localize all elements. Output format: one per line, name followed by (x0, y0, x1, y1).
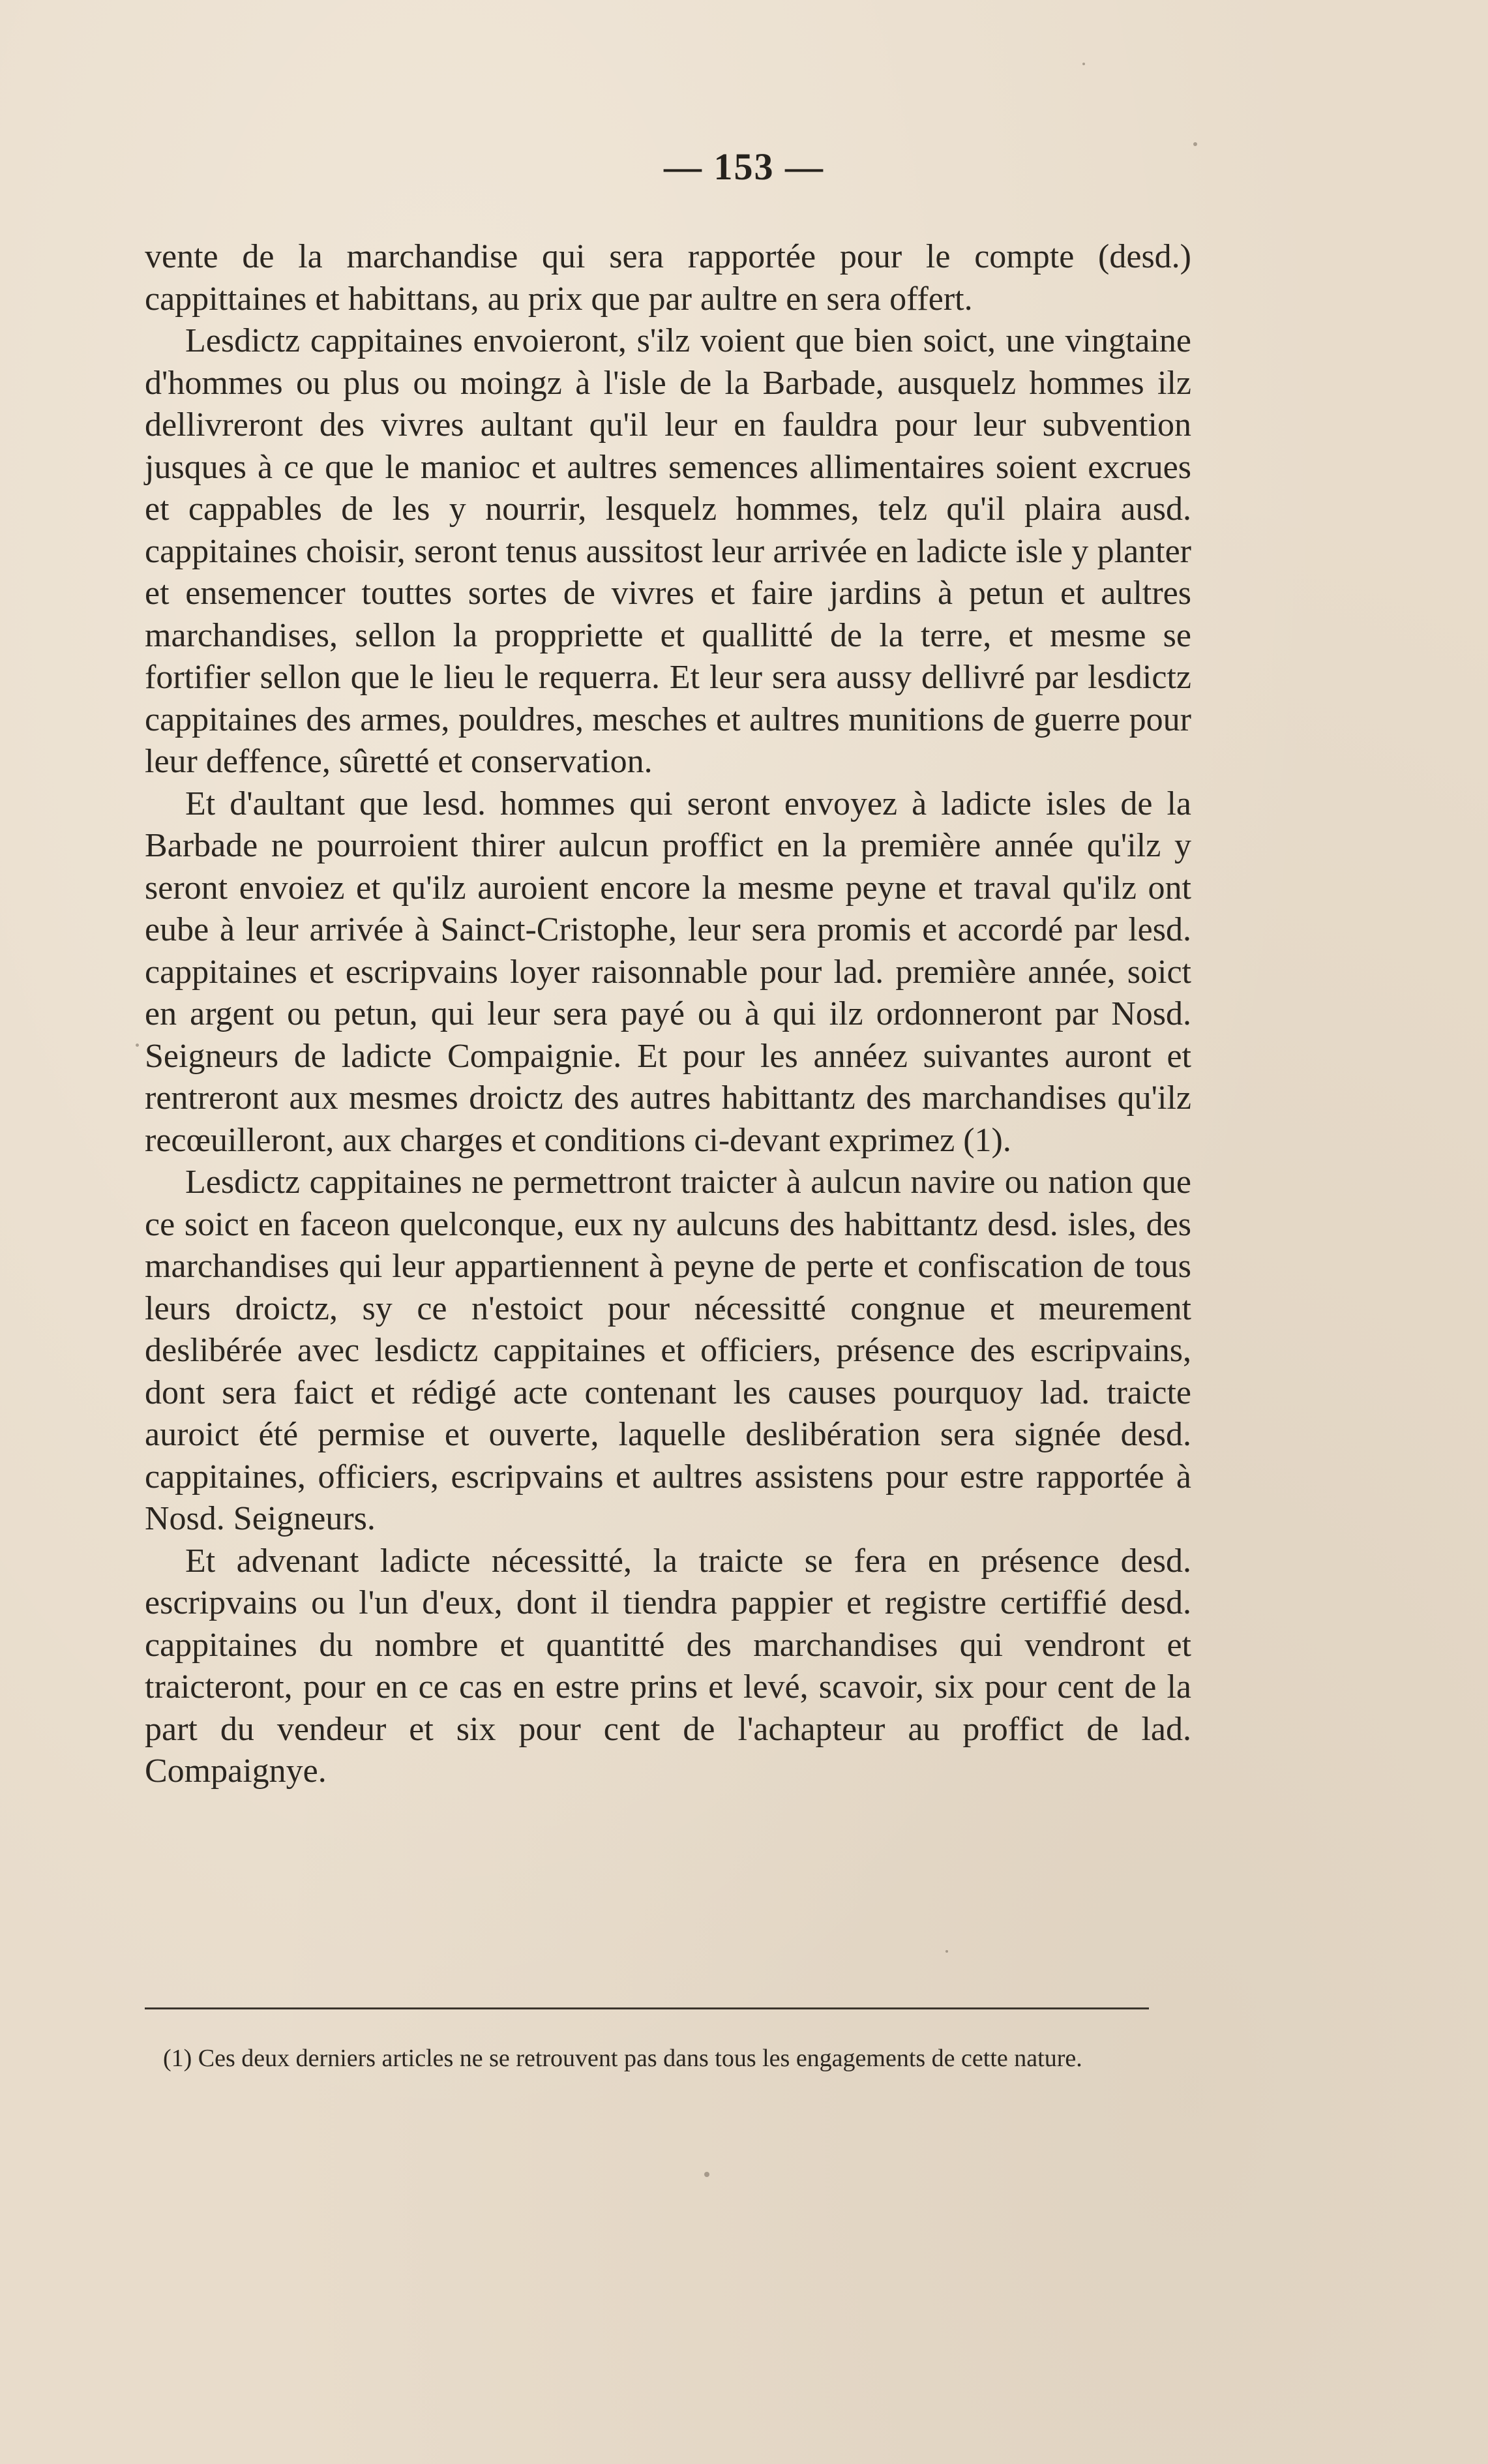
page-number: — 153 — (664, 145, 824, 188)
paper-speck (136, 1044, 139, 1047)
paper-speck (704, 2172, 709, 2177)
paragraph-1: vente de la marchandise qui sera rapportée pour le compte (desd.) cappittaines et habittans, au prix que par aultre en sera offert. (145, 238, 1191, 318)
paragraph-3: Et d'aultant que lesd. hommes qui seront envoyez à ladicte isles de la Barbade ne pourroient thirer aulcun proffict en la première année qu'ilz y seront envoiez et qu'ilz auroient encore la mesme peyne et traval qu'ilz ont eube à leur arrivée à Sainct-Cristophe, leur sera promis et accordé par lesd. cappitaines et escripvains loyer raisonnable pour lad. première année, soict en argent ou petun, qui leur sera payé ou à qui ilz ordonneront par Nosd. Seigneurs de ladicte Compaignie. Et pour les annéez suivantes auront et rentreront aux mesmes droictz des autres habittantz des marchandises qu'ilz recœuilleront, aux charges et conditions ci-devant exprimez (1). (145, 785, 1191, 1159)
footnote: (1) Ces deux derniers articles ne se retrouvent pas dans tous les engagements de cette nature. (163, 2045, 1082, 2072)
paragraph-5: Et advenant ladicte nécessitté, la traicte se fera en présence desd. escripvains ou l'un d'eux, dont il tiendra pappier et registre certiffié desd. cappitaines du nombre et quantitté des marchandises qui vendront et traicteront, pour en ce cas en estre prins et levé, scavoir, six pour cent de la part du vendeur et six pour cent de l'achapteur au proffict de lad. Compaignye. (145, 1542, 1191, 1790)
paragraph-4: Lesdictz cappitaines ne permettront traicter à aulcun navire ou nation que ce soict en faceon quelconque, eux ny aulcuns des habittantz desd. isles, des marchandises qui leur appartiennent à peyne de perte et confiscation de tous leurs droictz, sy ce n'estoict pour nécessitté congnue et meurement deslibérée avec lesdictz cappitaines et officiers, présence des escripvains, dont sera faict et rédigé acte contenant les causes pourquoy lad. traicte auroict été permise et ouverte, laquelle deslibération sera signée desd. cappitaines, officiers, escripvains et aultres assistens pour estre rapportée à Nosd. Seigneurs. (145, 1164, 1191, 1537)
paragraph-2: Lesdictz cappitaines envoieront, s'ilz voient que bien soict, une vingtaine d'hommes ou plus ou moingz à l'isle de la Barbade, ausquelz hommes ilz dellivreront des vivres aultant qu'il leur en fauldra pour leur subvention jusques à ce que le manioc et aultres semences allimentaires soient excrues et cappables de les y nourrir, lesquelz hommes, telz qu'il plaira ausd. cappitaines choisir, seront tenus aussitost leur arrivée en ladicte isle y planter et ensemencer touttes sortes de vivres et faire jardins à petun et aultres marchandises, sellon la proppriette et quallitté de la terre, et mesme se fortifier sellon que le lieu le requerra. Et leur sera aussy dellivré par lesdictz cappitaines des armes, pouldres, mesches et aultres munitions de guerre pour leur deffence, sûretté et conservation. (145, 322, 1191, 780)
paper-speck (1193, 142, 1197, 146)
footnote-separator (145, 2007, 1149, 2009)
body-text (145, 236, 1191, 1793)
paper-speck (1082, 63, 1085, 65)
paper-speck (945, 1950, 948, 1953)
